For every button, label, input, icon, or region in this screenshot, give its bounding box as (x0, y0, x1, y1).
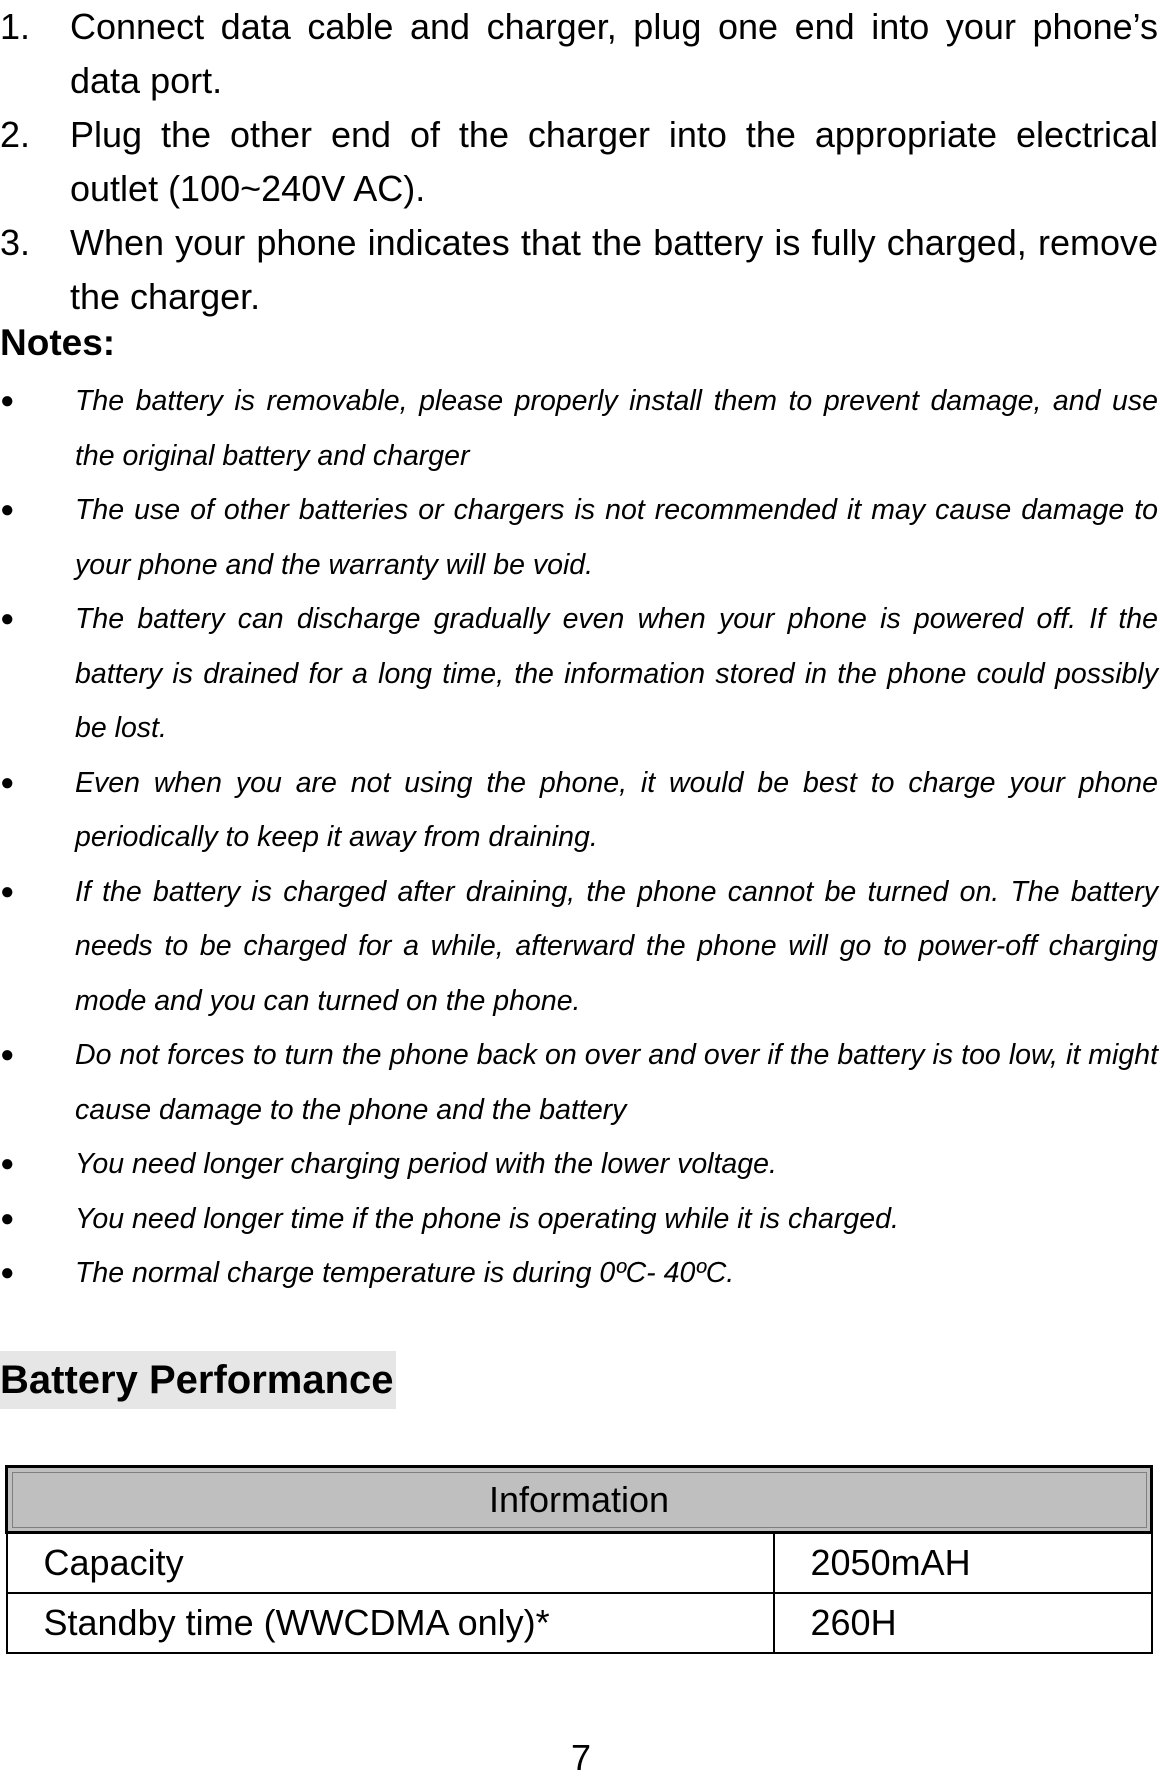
table-cell-value: 2050mAH (774, 1533, 1152, 1594)
table-header-cell: Information (7, 1467, 1152, 1533)
table-cell-label: Capacity (7, 1533, 774, 1594)
note-text: The use of other batteries or chargers is not recommended it may cause damage to your phone and the warranty will be void. (75, 494, 1158, 581)
bullet-icon: ● (0, 496, 15, 523)
table-cell-value: 260H (774, 1593, 1152, 1653)
step-number: 1. (0, 6, 31, 47)
page-number: 7 (570, 1737, 592, 1778)
step-text: Plug the other end of the charger into the appropriate electrical outlet (100~240V AC). (70, 114, 1158, 209)
table-row (7, 1593, 1152, 1653)
note-text: You need longer charging period with the lower voltage. (75, 1148, 777, 1180)
table-header-row (7, 1467, 1152, 1533)
step-item (0, 0, 1158, 108)
charging-steps-list (0, 0, 1158, 324)
step-number: 3. (0, 222, 31, 263)
note-item (0, 374, 1158, 483)
step-text: When your phone indicates that the battery is fully charged, remove the charger. (70, 222, 1158, 317)
step-item (0, 216, 1158, 324)
notes-heading: Notes: (0, 322, 116, 363)
table-cell-label: Standby time (WWCDMA only)* (7, 1593, 774, 1653)
bullet-icon: ● (0, 387, 15, 414)
note-text: If the battery is charged after draining, the phone cannot be turned on. The battery needs to be charged for a while, afterward the phone will go to power-off charging mode and you can turned on the phone. (75, 875, 1158, 1017)
notes-list (0, 374, 1158, 1301)
bullet-icon: ● (0, 1150, 15, 1177)
step-number: 2. (0, 114, 31, 155)
note-item (0, 756, 1158, 865)
note-item (0, 1028, 1158, 1137)
note-text: The normal charge temperature is during 0ºC- 40ºC. (75, 1257, 735, 1289)
note-item (0, 865, 1158, 1029)
bullet-icon: ● (0, 605, 15, 632)
note-item (0, 483, 1158, 592)
note-text: The battery is removable, please properly install them to prevent damage, and use the original battery and charger (75, 385, 1158, 472)
note-item (0, 1246, 1158, 1301)
bullet-icon: ● (0, 1204, 15, 1232)
note-text: Do not forces to turn the phone back on over and over if the battery is too low, it might cause damage to the phone and the battery (75, 1039, 1158, 1126)
bullet-icon: ● (0, 1259, 15, 1286)
bullet-icon: ● (0, 1041, 15, 1068)
step-item (0, 108, 1158, 216)
bullet-icon: ● (0, 768, 15, 796)
note-item (0, 592, 1158, 756)
note-text: Even when you are not using the phone, it would be best to charge your phone periodically to keep it away from draining. (75, 766, 1158, 853)
battery-info-table (5, 1465, 1153, 1654)
note-item (0, 1137, 1158, 1192)
step-text: Connect data cable and charger, plug one end into your phone’s data port. (70, 6, 1158, 101)
note-text: You need longer time if the phone is operating while it is charged. (75, 1202, 899, 1235)
note-item (0, 1192, 1158, 1247)
bullet-icon: ● (0, 877, 15, 905)
table-row (7, 1533, 1152, 1594)
battery-performance-heading: Battery Performance (0, 1351, 396, 1409)
note-text: The battery can discharge gradually even when your phone is powered off. If the battery is drained for a long time, the information stored in the phone could possibly be lost. (75, 603, 1158, 744)
